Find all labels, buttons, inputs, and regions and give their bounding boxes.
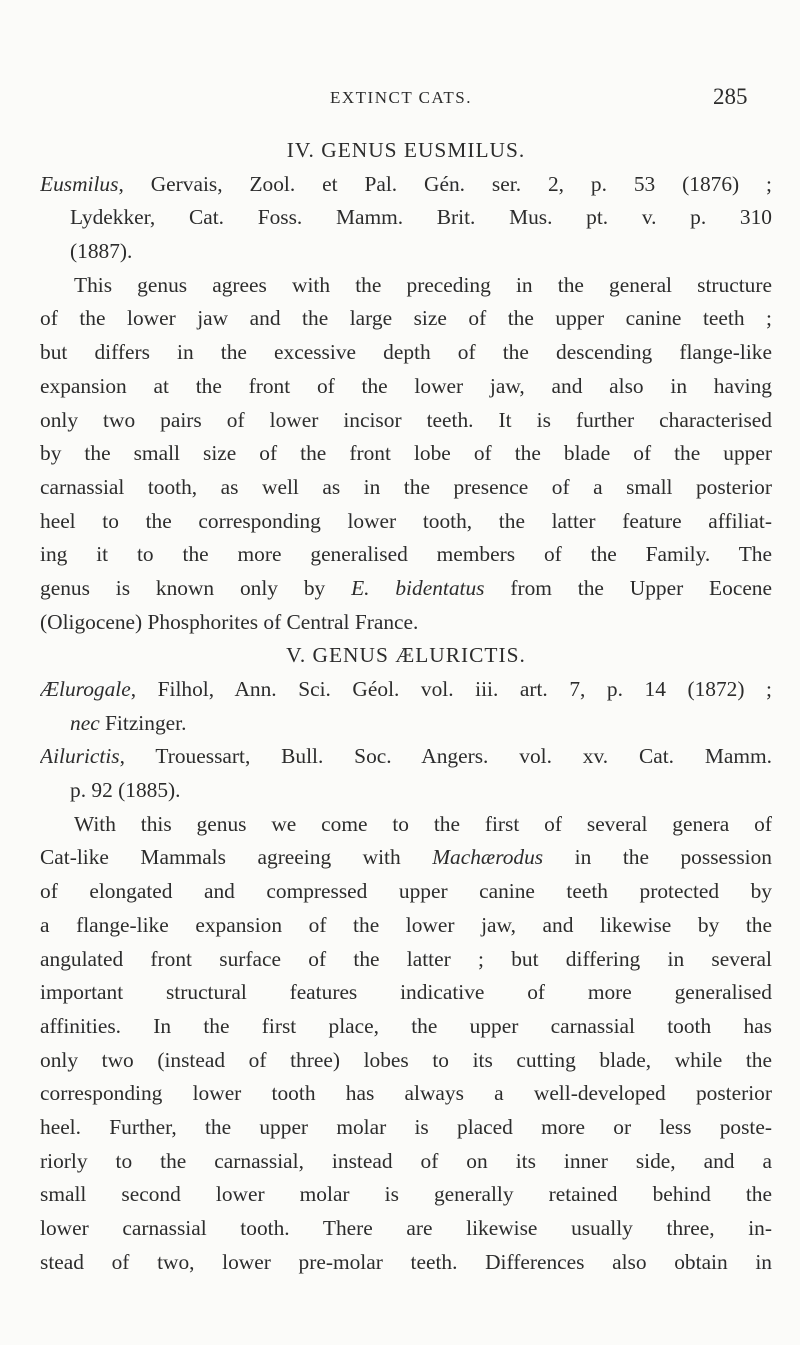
paragraph-line: affinities. In the first place, the upper carnassial tooth has bbox=[40, 1013, 772, 1038]
paragraph-line: Cat-like Mammals agreeing with Machærodus in the possession bbox=[40, 845, 772, 870]
synonymy-line: nec Fitzinger. bbox=[70, 710, 187, 735]
paragraph-line: a flange-like expansion of the lower jaw, and likewise by the bbox=[40, 912, 772, 937]
genus-name: Ailurictis bbox=[40, 744, 120, 769]
synonymy-line: Eusmilus, Gervais, Zool. et Pal. Gén. ser. 2, p. 53 (1876) ; bbox=[40, 171, 772, 196]
genus-name: Machærodus bbox=[432, 845, 544, 870]
paragraph-line: by the small size of the front lobe of the blade of the upper bbox=[40, 441, 772, 466]
species-name: E. bidentatus bbox=[351, 575, 485, 600]
genus-name: Ælurogale bbox=[40, 677, 131, 701]
page-number: 285 bbox=[713, 84, 748, 109]
section-heading-iv: IV. GENUS EUSMILUS. bbox=[286, 138, 526, 162]
genus-name: Eusmilus bbox=[40, 171, 119, 196]
paragraph-line: of the lower jaw and the large size of the upper canine teeth ; bbox=[40, 306, 772, 331]
synonymy-line: (1887). bbox=[70, 239, 133, 264]
paragraph-line: but differs in the excessive depth of the descending flange-like bbox=[40, 340, 772, 365]
body-text bbox=[40, 134, 772, 1279]
paragraph-line: heel. Further, the upper molar is placed more or less poste- bbox=[40, 1114, 772, 1139]
paragraph-line: corresponding lower tooth has always a well-developed posterior bbox=[40, 1081, 772, 1106]
synonymy-line: Ailurictis, Trouessart, Bull. Soc. Angers. vol. xv. Cat. Mamm. bbox=[40, 744, 772, 769]
paragraph-line: (Oligocene) Phosphorites of Central France. bbox=[40, 609, 419, 634]
paragraph-line: This genus agrees with the preceding in the general structure bbox=[74, 272, 772, 297]
section-heading-v: V. GENUS ÆLURICTIS. bbox=[286, 643, 526, 668]
paragraph-line: With this genus we come to the first of several genera of bbox=[74, 811, 772, 836]
paragraph-line: expansion at the front of the lower jaw, and also in having bbox=[40, 373, 772, 398]
paragraph-line: genus is known only by E. bidentatus from the Upper Eocene bbox=[40, 575, 772, 600]
paragraph-line: important structural features indicative of more generalised bbox=[40, 980, 772, 1005]
paragraph-line: only two (instead of three) lobes to its cutting blade, while the bbox=[40, 1047, 772, 1072]
synonymy-line: Lydekker, Cat. Foss. Mamm. Brit. Mus. pt. v. p. 310 bbox=[70, 205, 772, 230]
paragraph-line: small second lower molar is generally retained behind the bbox=[40, 1182, 772, 1207]
paragraph-line: angulated front surface of the latter ; but differing in several bbox=[40, 946, 772, 971]
paragraph-line: of elongated and compressed upper canine teeth protected by bbox=[40, 879, 772, 904]
paragraph-line: only two pairs of lower incisor teeth. It is further characterised bbox=[40, 407, 772, 432]
paragraph-line: heel to the corresponding lower tooth, the latter feature affiliat- bbox=[40, 508, 772, 533]
running-head bbox=[0, 84, 800, 114]
paragraph-line: riorly to the carnassial, instead of on its inner side, and a bbox=[40, 1148, 772, 1173]
paragraph-line: stead of two, lower pre-molar teeth. Differences also obtain in bbox=[40, 1249, 772, 1274]
synonymy-line: p. 92 (1885). bbox=[70, 778, 181, 803]
synonymy-line: Ælurogale, Filhol, Ann. Sci. Géol. vol. iii. art. 7, p. 14 (1872) ; bbox=[40, 677, 772, 701]
paragraph-line: lower carnassial tooth. There are likewise usually three, in- bbox=[40, 1216, 772, 1240]
paragraph-line: ing it to the more generalised members of the Family. The bbox=[40, 542, 772, 567]
paragraph-line: carnassial tooth, as well as in the presence of a small posterior bbox=[40, 474, 772, 499]
running-title: EXTINCT CATS. bbox=[330, 88, 472, 107]
